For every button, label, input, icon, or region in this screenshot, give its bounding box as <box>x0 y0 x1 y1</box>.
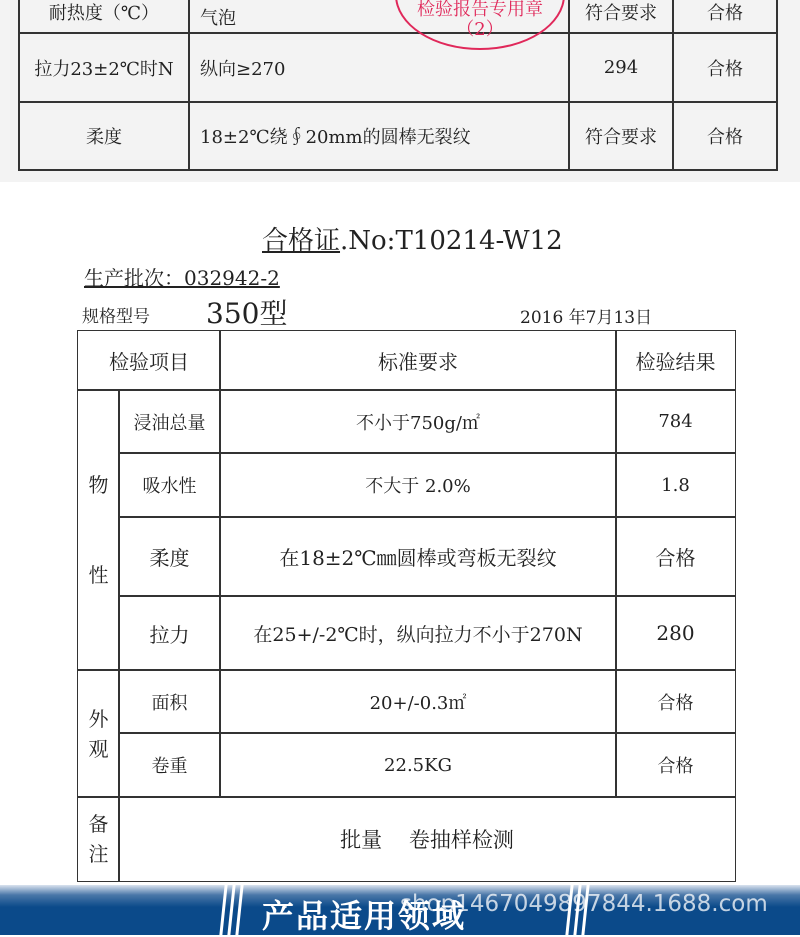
item-cell: 柔度 <box>18 101 190 171</box>
row-standard: 22.5KG <box>219 732 617 798</box>
measured-cell: 符合要求 <box>568 0 674 34</box>
item-cell: 耐热度（℃） <box>18 0 190 34</box>
row-result: 合格 <box>615 732 736 798</box>
row-result: 合格 <box>615 669 736 734</box>
row-item: 拉力 <box>118 595 221 671</box>
stamp-number: （2） <box>456 19 504 40</box>
row-standard: 在25+/-2℃时，纵向拉力不小于270N <box>219 595 617 671</box>
row-result: 合格 <box>615 516 736 597</box>
shop-watermark: shop1467049897844.1688.com <box>400 891 768 917</box>
header-result: 检验结果 <box>615 330 736 391</box>
result-cell: 合格 <box>672 32 778 103</box>
row-standard: 20+/-0.3㎡ <box>219 669 617 734</box>
row-result: 280 <box>615 595 736 671</box>
row-item: 柔度 <box>118 516 221 597</box>
group-appearance: 外 观 <box>77 669 120 798</box>
row-item: 吸水性 <box>118 452 221 518</box>
spec-label: 规格型号 <box>82 307 150 327</box>
row-result: 784 <box>615 389 736 454</box>
standard-cell: 气泡 <box>188 0 570 34</box>
group-remark: 备 注 <box>77 796 120 882</box>
certificate-date: 2016 年7月13日 <box>520 308 653 328</box>
section-banner <box>0 885 800 935</box>
spec-value: 350型 <box>206 297 288 330</box>
row-item: 卷重 <box>118 732 221 798</box>
group-physical: 物 性 <box>77 389 120 671</box>
header-standard: 标准要求 <box>219 330 617 391</box>
batch-number: 生产批次：032942-2 <box>84 266 280 290</box>
standard-cell: 18±2℃绕∮20mm的圆棒无裂纹 <box>188 101 570 171</box>
row-standard: 在18±2℃㎜圆棒或弯板无裂纹 <box>219 516 617 597</box>
certificate-heading <box>262 220 563 257</box>
result-cell: 合格 <box>672 0 778 34</box>
standard-cell: 纵向≥270 <box>188 32 570 103</box>
row-item: 面积 <box>118 669 221 734</box>
row-standard: 不小于750g/㎡ <box>219 389 617 454</box>
certificate-title: 合格证 <box>262 226 341 256</box>
row-standard: 不大于 2.0% <box>219 452 617 518</box>
measured-cell: 符合要求 <box>568 101 674 171</box>
header-item: 检验项目 <box>77 330 221 391</box>
measured-cell: 294 <box>568 32 674 103</box>
result-cell: 合格 <box>672 101 778 171</box>
certificate-number: .No:T10214-W12 <box>340 226 563 256</box>
remark-cell: 批量 卷抽样检测 <box>118 796 736 882</box>
row-result: 1.8 <box>615 452 736 518</box>
stamp-text: 检验报告专用章 <box>417 0 543 20</box>
row-item: 浸油总量 <box>118 389 221 454</box>
banner-title: 产品适用领域 <box>262 897 467 935</box>
item-cell: 拉力23±2℃时N <box>18 32 190 103</box>
previous-report-section <box>0 0 800 182</box>
